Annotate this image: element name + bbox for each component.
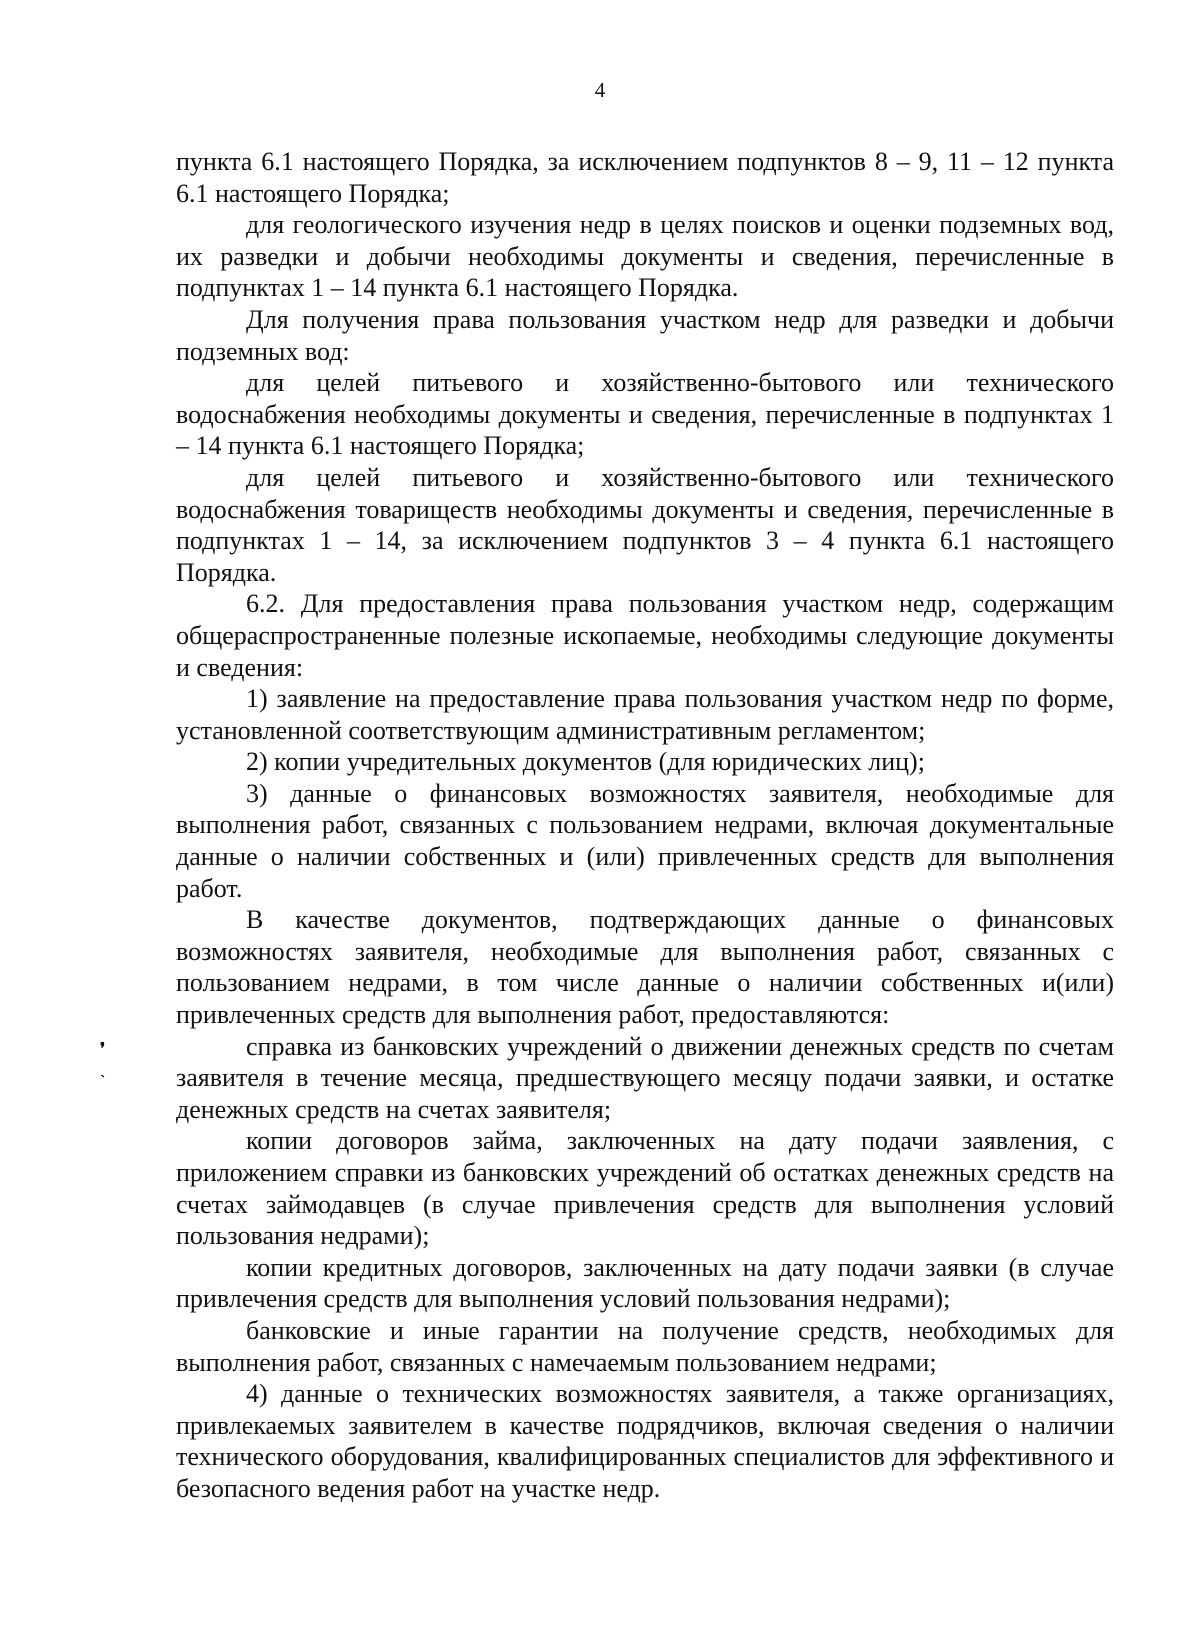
page-number: 4	[594, 78, 606, 102]
paragraph: банковские и иные гарантии на получение средств, необходимых для выполнения работ, связанных с намечаемым пользованием недрами;	[176, 1315, 1114, 1377]
paragraph: 3) данные о финансовых возможностях заявителя, необходимые для выполнения работ, связанных с пользованием недрами, включая документальные данные о наличии собственных и (или) привлеченных средств для выполнения работ.	[176, 778, 1114, 903]
paragraph: для целей питьевого и хозяйственно-бытового или технического водоснабжения необходимы документы и сведения, перечисленные в подпунктах 1 – 14 пункта 6.1 настоящего Порядка;	[176, 368, 1114, 461]
paragraph: копии кредитных договоров, заключенных на дату подачи заявки (в случае привлечения средств для выполнения условий пользования недрами);	[176, 1252, 1114, 1314]
paragraph: В качестве документов, подтверждающих данные о финансовых возможностях заявителя, необходимые для выполнения работ, связанных с пользованием недрами, в том числе данные о наличии собственных и(или) привлеченных средств для выполнения работ, предоставляются:	[176, 905, 1114, 1030]
margin-mark: ❜	[100, 1041, 106, 1058]
document-body	[176, 146, 1114, 1505]
paragraph: для геологического изучения недр в целях поисков и оценки подземных вод, их разведки и добычи необходимы документы и сведения, перечисленные в подпунктах 1 – 14 пункта 6.1 настоящего Порядка.	[176, 210, 1114, 303]
paragraph: справка из банковских учреждений о движении денежных средств по счетам заявителя в течение месяца, предшествующего месяцу подачи заявки, и остатке денежных средств на счетах заявителя;	[176, 1031, 1114, 1124]
paragraph: 4) данные о технических возможностях заявителя, а также организациях, привлекаемых заявителем в качестве подрядчиков, включая сведения о наличии технического оборудования, квалифицированных специалистов для эффективного и безопасного ведения работ на участке недр.	[176, 1379, 1114, 1503]
paragraph: пункта 6.1 настоящего Порядка, за исключением подпунктов 8 – 9, 11 – 12 пункта 6.1 настоящего Порядка;	[176, 147, 1114, 208]
paragraph: для целей питьевого и хозяйственно-бытового или технического водоснабжения товариществ необходимы документы и сведения, перечисленные в подпунктах 1 – 14, за исключением подпунктов 3 – 4 пункта 6.1 настоящего Порядка.	[176, 462, 1114, 587]
margin-mark: ˎ	[100, 1061, 106, 1078]
paragraph: Для получения права пользования участком недр для разведки и добычи подземных вод:	[176, 304, 1114, 366]
paragraph: копии договоров займа, заключенных на дату подачи заявления, с приложением справки из банковских учреждений об остатках денежных средств на счетах займодавцев (в случае привлечения средств для выполнения условий пользования недрами);	[176, 1126, 1114, 1251]
paragraph: 6.2. Для предоставления права пользования участком недр, содержащим общераспространенные полезные ископаемые, необходимы следующие документы и сведения:	[176, 589, 1114, 682]
paragraph: 1) заявление на предоставление права пользования участком недр по форме, установленной соответствующим административным регламентом;	[176, 684, 1114, 745]
paragraph: 2) копии учредительных документов (для юридических лиц);	[246, 747, 925, 777]
